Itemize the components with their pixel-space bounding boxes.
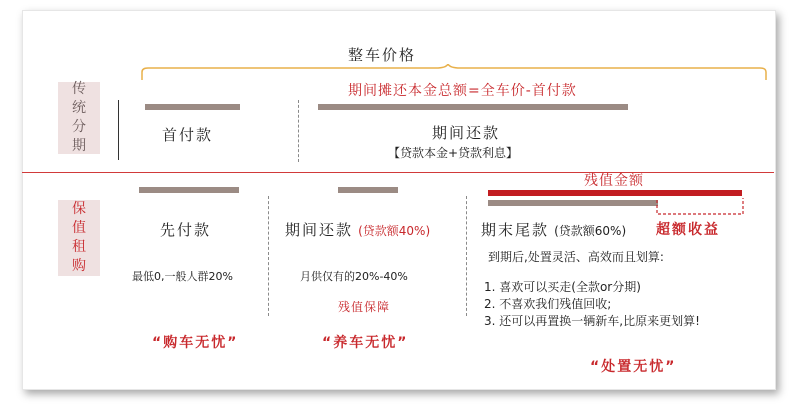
residual-bar (488, 190, 742, 196)
residual-guarantee: 残值保障 (338, 300, 391, 314)
period-repayment-bar (318, 104, 628, 110)
lease-period-title: 期间还款 (285, 221, 354, 239)
prepayment-title: 先付款 (160, 221, 212, 239)
down-payment-label: 首付款 (162, 126, 214, 144)
total-price-label: 整车价格 (348, 46, 417, 64)
final-payment-title-row (481, 219, 626, 240)
slogan-disposal: “处置无忧” (590, 359, 677, 375)
amortized-label: 期间摊还本金总额=全车价-首付款 (348, 83, 577, 99)
traditional-left-divider (118, 100, 119, 160)
period-repayment-label: 期间还款 (432, 124, 501, 142)
period-repayment-note: 【贷款本金+贷款利息】 (388, 146, 519, 160)
traditional-side-label: 传统分期 (58, 82, 100, 154)
prepayment-desc: 最低0,一般人群20% (132, 270, 233, 283)
lease-period-title-row (285, 219, 430, 240)
excess-label: 超额收益 (656, 222, 720, 238)
lease-period-note: (贷款额40%) (358, 224, 431, 238)
lease-dashed-divider-1 (268, 196, 269, 316)
final-payment-option-1: 1. 喜欢可以买走(全款or分期) (484, 280, 641, 294)
lease-period-bar (338, 187, 398, 193)
down-payment-bar (145, 104, 240, 110)
traditional-dashed-divider (298, 100, 299, 162)
slogan-purchase: “购车无忧” (152, 335, 239, 351)
section-divider-line (22, 172, 774, 173)
final-payment-bar (488, 200, 658, 206)
lease-dashed-divider-2 (466, 196, 467, 316)
lease-side-label: 保值租购 (58, 200, 100, 276)
lease-period-desc: 月供仅有的20%-40% (300, 270, 408, 283)
final-payment-option-3: 3. 还可以再置换一辆新车,比原来更划算! (484, 314, 700, 328)
excess-bracket (655, 198, 747, 218)
final-payment-note: (贷款额60%) (554, 224, 627, 238)
final-payment-title: 期末尾款 (481, 221, 550, 239)
prepayment-bar (139, 187, 239, 193)
final-payment-option-2: 2. 不喜欢我们残值回收; (484, 297, 612, 311)
final-payment-intro: 到期后,处置灵活、高效而且划算: (488, 250, 664, 264)
residual-label: 残值金额 (584, 173, 644, 189)
slogan-maintenance: “养车无忧” (322, 335, 409, 351)
